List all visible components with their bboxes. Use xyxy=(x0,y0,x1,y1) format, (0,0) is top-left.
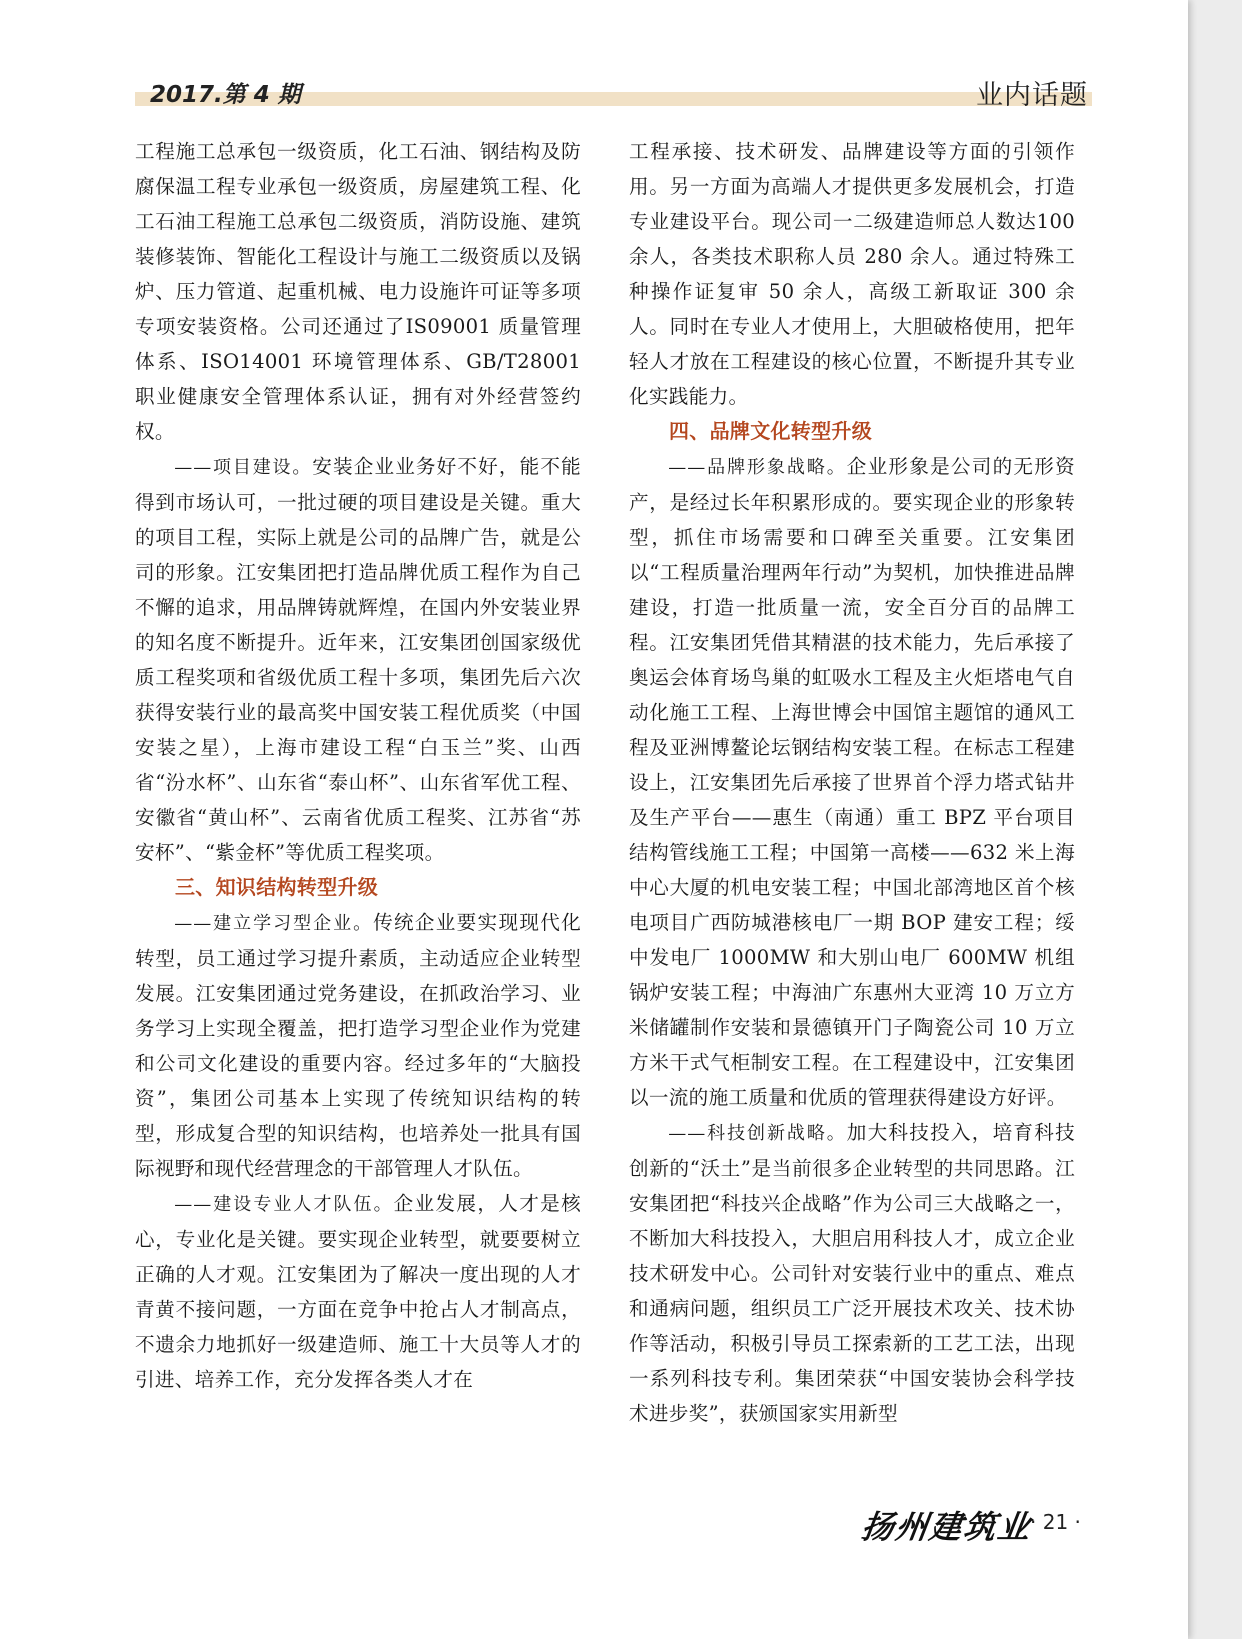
paragraph: 工程施工总承包一级资质，化工石油、钢结构及防腐保温工程专业承包一级资质，房屋建筑工程、化工石油工程施工总承包二级资质，消防设施、建筑装修装饰、智能化工程设计与施工二级资质以及锅炉、压力管道、起重机械、电力设施许可证等多项专项安装资格。公司还通过了IS09001 质量管理体系、ISO14001 环境管理体系、GB/T28001 职业健康安全管理体系认证，拥有对外经营签约权。 xyxy=(135,140,581,443)
paragraph-body: 企业形象是公司的无形资产，是经过长年积累形成的。要实现企业的形象转型，抓住市场需要和口碑至关重要。江安集团以“工程质量治理两年行动”为契机，加快推进品牌建设，打造一批质量一流，安全百分百的品牌工程。江安集团凭借其精湛的技术能力，先后承接了奥运会体育场鸟巢的虹吸水工程及主火炬塔电气自动化施工工程、上海世博会中国馆主题馆的通风工程及亚洲博鳌论坛钢结构安装工程。在标志工程建设上，江安集团先后承接了世界首个浮力塔式钻井及生产平台——惠生（南通）重工 BPZ 平台项目结构管线施工工程；中国第一高楼——632 米上海中心大厦的机电安装工程；中国北部湾地区首个核电项目广西防城港核电厂一期 BOP 建安工程；绥中发电厂 1000MW 和大别山电厂 600MW 机组锅炉安装工程；中海油广东惠州大亚湾 10 万立方米储罐制作安装和景德镇开门子陶瓷公司 10 万立方米干式气柜制安工程。在工程建设中，江安集团以一流的施工质量和优质的管理获得建设方好评。 xyxy=(629,455,1075,1109)
paragraph-lead: ——建设专业人才队伍。 xyxy=(174,1194,394,1215)
magazine-logo: 扬州建筑业 xyxy=(859,1508,1035,1546)
paragraph-lead: ——科技创新战略。 xyxy=(668,1123,847,1144)
paragraph xyxy=(135,449,581,870)
section-heading: 四、品牌文化转型升级 xyxy=(669,419,872,443)
paragraph-lead: ——品牌形象战略。 xyxy=(668,457,847,478)
paragraph-body: 传统企业要实现现代化转型，员工通过学习提升素质，主动适应企业转型发展。江安集团通过党务建设，在抓政治学习、业务学习上实现全覆盖，把打造学习型企业作为党建和公司文化建设的重要内容。经过多年的“大脑投资”，集团公司基本上实现了传统知识结构的转型，形成复合型的知识结构，也培养处一批具有国际视野和现代经营理念的干部管理人才队伍。 xyxy=(135,911,581,1180)
paragraph xyxy=(629,1115,1075,1431)
left-column xyxy=(135,134,581,1397)
paragraph-body: 安装企业业务好不好，能不能得到市场认可，一批过硬的项目建设是关键。重大的项目工程，实际上就是公司的品牌广告，就是公司的形象。江安集团把打造品牌优质工程作为自己不懈的追求，用品牌铸就辉煌，在国内外安装业界的知名度不断提升。近年来，江安集团创国家级优质工程奖项和省级优质工程十多项，集团先后六次获得安装行业的最高奖中国安装工程优质奖（中国安装之星），上海市建设工程“白玉兰”奖、山西省“汾水杯”、山东省“泰山杯”、山东省军优工程、安徽省“黄山杯”、云南省优质工程奖、江苏省“苏安杯”、“紫金杯”等优质工程奖项。 xyxy=(135,455,581,864)
paragraph xyxy=(629,449,1075,1115)
section-heading: 三、知识结构转型升级 xyxy=(175,875,378,899)
paragraph xyxy=(135,1186,581,1397)
right-column xyxy=(629,134,1075,1431)
paragraph-body: 加大科技投入，培育科技创新的“沃土”是当前很多企业转型的共同思路。江安集团把“科技兴企战略”作为公司三大战略之一，不断加大科技投入，大胆启用科技人才，成立企业技术研发中心。公司针对安装行业中的重点、难点和通病问题，组织员工广泛开展技术攻关、技术协作等活动，积极引导员工探索新的工艺工法，出现一系列科技专利。集团荣获“中国安装协会科学技术进步奖”，获颁国家实用新型 xyxy=(629,1121,1075,1425)
page-number: · 21 · xyxy=(1030,1510,1081,1534)
paragraph-lead: ——建立学习型企业。 xyxy=(174,913,374,934)
issue-label: 2017.第 4 期 xyxy=(150,82,301,108)
paragraph-body: 企业发展，人才是核心，专业化是关键。要实现企业转型，就要要树立正确的人才观。江安集团为了解决一度出现的人才青黄不接问题，一方面在竞争中抢占人才制高点，不遗余力地抓好一级建造师、施工十大员等人才的引进、培养工作，充分发挥各类人才在 xyxy=(135,1192,582,1391)
paragraph xyxy=(135,905,581,1186)
paragraph: 工程承接、技术研发、品牌建设等方面的引领作用。另一方面为高端人才提供更多发展机会，打造专业建设平台。现公司一二级建造师总人数达100 余人，各类技术职称人员 280 余人。通过特殊工种操作证复审 50 余人，高级工新取证 300 余人。同时在专业人才使用上，大胆破格使用，把年轻人才放在工程建设的核心位置，不断提升其专业化实践能力。 xyxy=(629,140,1075,408)
section-title: 业内话题 xyxy=(976,80,1088,111)
paragraph-lead: ——项目建设。 xyxy=(174,457,313,478)
